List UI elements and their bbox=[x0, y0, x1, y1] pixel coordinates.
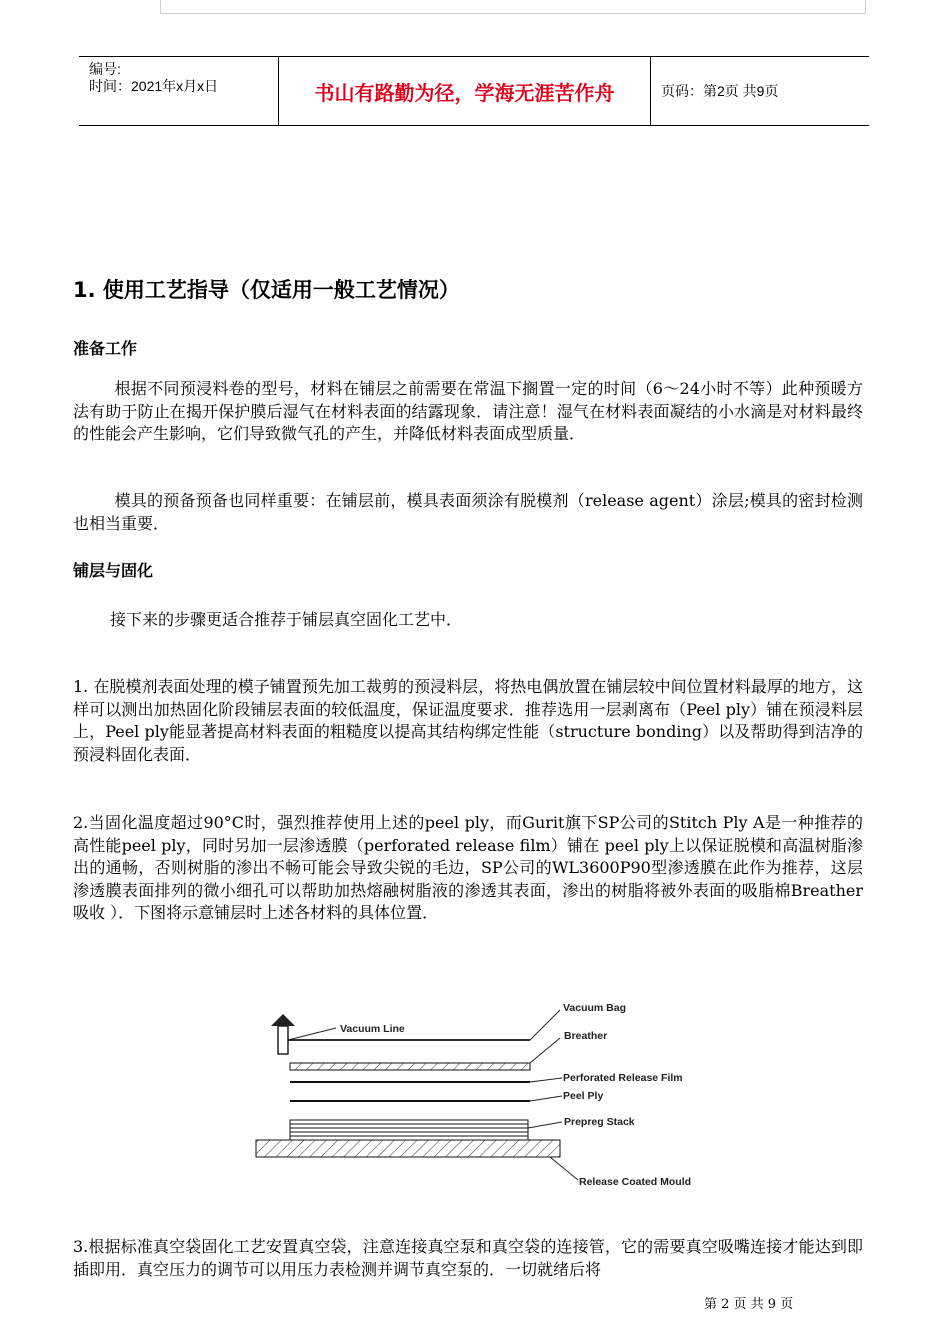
label-perforated-film: Perforated Release Film bbox=[563, 1072, 683, 1084]
layup-intro: 接下来的步骤更适合推荐于铺层真空固化工艺中． bbox=[110, 610, 463, 629]
prep-paragraph-1: 根据不同预浸料卷的型号，材料在铺层之前需要在常温下搁置一定的时间（6～24小时不等）此种预暖方法有助于防止在揭开保护膜后湿气在材料表面的结露现象．请注意！湿气在材料表面凝结的小水滴是对材料最终的性能会产生影响，它们导致微气孔的产生，并降低材料表面成型质量． bbox=[73, 379, 863, 443]
header-motto: 书山有路勤为径，学海无涯苦作舟 bbox=[279, 57, 651, 125]
header-meta bbox=[79, 57, 279, 125]
header-page-code: 页码：第2页 共9页 bbox=[661, 83, 779, 99]
peel-ply-leader bbox=[530, 1096, 562, 1101]
perforated-film-leader bbox=[530, 1078, 562, 1082]
number-label: 编号: bbox=[89, 61, 121, 77]
time-line: 时间：2021年x月x日 bbox=[89, 78, 219, 94]
section-title: 1. 使用工艺指导（仅适用一般工艺情况） bbox=[73, 278, 460, 302]
mould-block bbox=[256, 1140, 560, 1157]
step-1: 1. 在脱模剂表面处理的模子铺置预先加工裁剪的预浸料层，将热电偶放置在铺层较中间位置材料最厚的地方，这样可以测出加热固化阶段铺层表面的较低温度，保证温度要求．推荐选用一层剥离布（Peel ply）铺在预浸料层上，Peel ply能显著提高材料表面的粗糙度以提高其结构绑定性能（structure bonding）以及帮助得到洁净的预浸料固化表面． bbox=[73, 677, 863, 764]
breather-layer bbox=[290, 1063, 530, 1070]
layup-heading: 铺层与固化 bbox=[73, 561, 154, 580]
label-vacuum-bag: Vacuum Bag bbox=[563, 1002, 627, 1014]
prepreg-leader bbox=[528, 1122, 562, 1128]
prepreg-stack bbox=[290, 1120, 528, 1140]
label-prepreg-stack: Prepreg Stack bbox=[564, 1116, 635, 1128]
page-footer: 第 2 页 共 9 页 bbox=[704, 1297, 794, 1312]
layup-diagram bbox=[250, 990, 710, 1195]
label-vacuum-line: Vacuum Line bbox=[340, 1023, 405, 1035]
prep-paragraph-2: 模具的预备预备也同样重要：在铺层前，模具表面须涂有脱模剂（release agent）涂层;模具的密封检测也相当重要． bbox=[73, 491, 863, 533]
step-2: 2.当固化温度超过90°C时，强烈推荐使用上述的peel ply，而Gurit旗下SP公司的Stitch Ply A是一种推荐的高性能peel ply，同时另加一层渗透膜（perforated release film）铺在 peel ply上以保证脱模和高温树脂渗出的通畅，否则树脂的渗出不畅可能会导致尖锐的毛边，SP公司的WL3600P90型渗透膜在此作为推荐，这层渗透膜表面排列的微小细孔可以帮助加热熔融树脂液的渗透其表面，渗出的树脂将被外表面的吸脂棉Breather吸收 ）．下图将示意铺层时上述各材料的具体位置． bbox=[73, 813, 863, 922]
vacuum-bag-leader bbox=[530, 1010, 560, 1040]
vacuum-line-arrow-icon bbox=[271, 1014, 336, 1054]
prep-heading: 准备工作 bbox=[73, 339, 138, 358]
label-breather: Breather bbox=[564, 1030, 608, 1042]
label-mould: Release Coated Mould bbox=[579, 1176, 692, 1188]
page-header bbox=[79, 56, 869, 126]
breather-leader bbox=[530, 1038, 560, 1063]
label-peel-ply: Peel Ply bbox=[563, 1090, 604, 1102]
top-frame bbox=[160, 0, 866, 14]
step-3: 3.根据标准真空袋固化工艺安置真空袋，注意连接真空泵和真空袋的连接管，它的需要真空吸嘴连接才能达到即插即用．真空压力的调节可以用压力表检测并调节真空泵的．一切就绪后将 bbox=[73, 1237, 863, 1279]
mould-leader bbox=[550, 1157, 578, 1180]
